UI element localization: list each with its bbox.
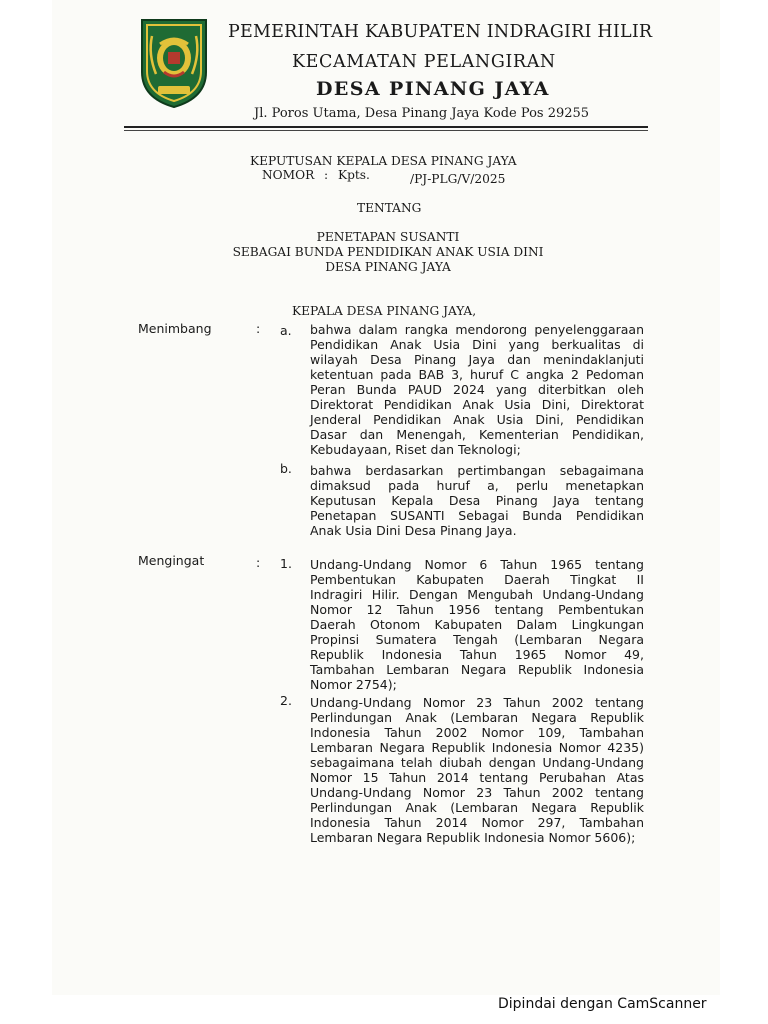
menimbang-b-line: Anak Usia Dini Desa Pinang Jaya. <box>310 523 517 538</box>
menimbang-a-line: Pendidikan Anak Usia Dini yang berkualitas di <box>310 337 644 352</box>
menimbang-a-line: wilayah Desa Pinang Jaya dan menindaklanjuti <box>310 352 644 367</box>
decree-number-prefix: Kpts. <box>338 168 370 182</box>
menimbang-a-line: Jenderal Pendidikan Anak Usia Dini, Pendidikan <box>310 412 644 427</box>
mengingat-2-line: Lembaran Negara Republik Indonesia Nomor 4235) <box>310 740 644 755</box>
mengingat-1-line: Propinsi Sumatera Tengah (Lembaran Negara <box>310 632 644 647</box>
decree-title: KEPUTUSAN KEPALA DESA PINANG JAYA <box>250 154 517 168</box>
mengingat-marker-2: 2. <box>280 693 292 708</box>
regency-emblem-logo <box>138 14 210 110</box>
decree-number-suffix: /PJ-PLG/V/2025 <box>410 172 506 186</box>
menimbang-label: Menimbang <box>138 321 212 336</box>
menimbang-colon: : <box>256 321 261 336</box>
menimbang-a-line: bahwa dalam rangka mendorong penyelenggaraan <box>310 322 644 337</box>
header-government: PEMERINTAH KABUPATEN INDRAGIRI HILIR <box>228 22 653 42</box>
menimbang-b-line: Keputusan Kepala Desa Pinang Jaya tentang <box>310 493 644 508</box>
decree-subject-line-1: PENETAPAN SUSANTI <box>316 230 460 244</box>
decree-number-separator: : <box>324 168 329 182</box>
mengingat-2-line: Indonesia Tahun 2014 Nomor 297, Tambahan <box>310 815 644 830</box>
menimbang-marker-a: a. <box>280 323 292 338</box>
mengingat-2-line: Undang-Undang Nomor 23 Tahun 2002 tentang <box>310 695 644 710</box>
header-village: DESA PINANG JAYA <box>316 78 550 100</box>
mengingat-2-line: Undang-Undang Nomor 23 Tahun 2002 tentang <box>310 785 644 800</box>
decree-subject-line-2: SEBAGAI BUNDA PENDIDIKAN ANAK USIA DINI <box>232 245 544 259</box>
mengingat-1-line: Pembentukan Kabupaten Daerah Tingkat II <box>310 572 644 587</box>
mengingat-2-line: Nomor 15 Tahun 2014 tentang Perubahan Atas <box>310 770 644 785</box>
menimbang-marker-b: b. <box>280 461 292 476</box>
decree-issuer: KEPALA DESA PINANG JAYA, <box>292 304 477 318</box>
mengingat-colon: : <box>256 555 261 570</box>
header-district: KECAMATAN PELANGIRAN <box>292 52 556 72</box>
mengingat-1-line: Republik Indonesia Tahun 1965 Nomor 49, <box>310 647 644 662</box>
menimbang-a-line: Direktorat Pendidikan Anak Usia Dini, Direktorat <box>310 397 644 412</box>
mengingat-2-line: Lembaran Negara Republik Indonesia Nomor 5606); <box>310 830 636 845</box>
mengingat-2-line: Perlindungan Anak (Lembaran Negara Republik <box>310 800 644 815</box>
mengingat-1-line: Nomor 2754); <box>310 677 397 692</box>
menimbang-a-line: Dasar dan Menengah, Kementerian Pendidikan, <box>310 427 644 442</box>
menimbang-b-line: bahwa berdasarkan pertimbangan sebagaimana <box>310 463 644 478</box>
decree-about: TENTANG <box>357 201 422 215</box>
mengingat-2-line: Perlindungan Anak (Lembaran Negara Republik <box>310 710 644 725</box>
camscanner-watermark: Dipindai dengan CamScanner <box>498 996 707 1012</box>
mengingat-1-line: Tambahan Lembaran Negara Republik Indonesia <box>310 662 644 677</box>
mengingat-marker-1: 1. <box>280 556 292 571</box>
decree-number-label: NOMOR <box>262 168 315 182</box>
menimbang-a-line: Peran Bunda PAUD 2024 yang diterbitkan oleh <box>310 382 644 397</box>
menimbang-b-line: dimaksud pada huruf a, perlu menetapkan <box>310 478 644 493</box>
decree-subject-line-3: DESA PINANG JAYA <box>325 260 451 274</box>
mengingat-1-line: Indragiri Hilir. Dengan Mengubah Undang-Undang <box>310 587 644 602</box>
mengingat-1-line: Undang-Undang Nomor 6 Tahun 1965 tentang <box>310 557 644 572</box>
mengingat-label: Mengingat <box>138 553 205 568</box>
mengingat-2-line: Indonesia Tahun 2002 Nomor 109, Tambahan <box>310 725 644 740</box>
menimbang-b-line: Penetapan SUSANTI Sebagai Bunda Pendidikan <box>310 508 644 523</box>
header-address: Jl. Poros Utama, Desa Pinang Jaya Kode Pos 29255 <box>254 106 590 121</box>
mengingat-1-line: Daerah Otonom Kabupaten Dalam Lingkungan <box>310 617 644 632</box>
header-divider <box>124 126 648 128</box>
header-divider-thin <box>124 130 648 131</box>
menimbang-a-line: ketentuan pada BAB 3, huruf C angka 2 Pedoman <box>310 367 644 382</box>
mengingat-2-line: sebagaimana telah diubah dengan Undang-Undang <box>310 755 644 770</box>
menimbang-a-line: Kebudayaan, Riset dan Teknologi; <box>310 442 521 457</box>
mengingat-1-line: Nomor 12 Tahun 1956 tentang Pembentukan <box>310 602 644 617</box>
